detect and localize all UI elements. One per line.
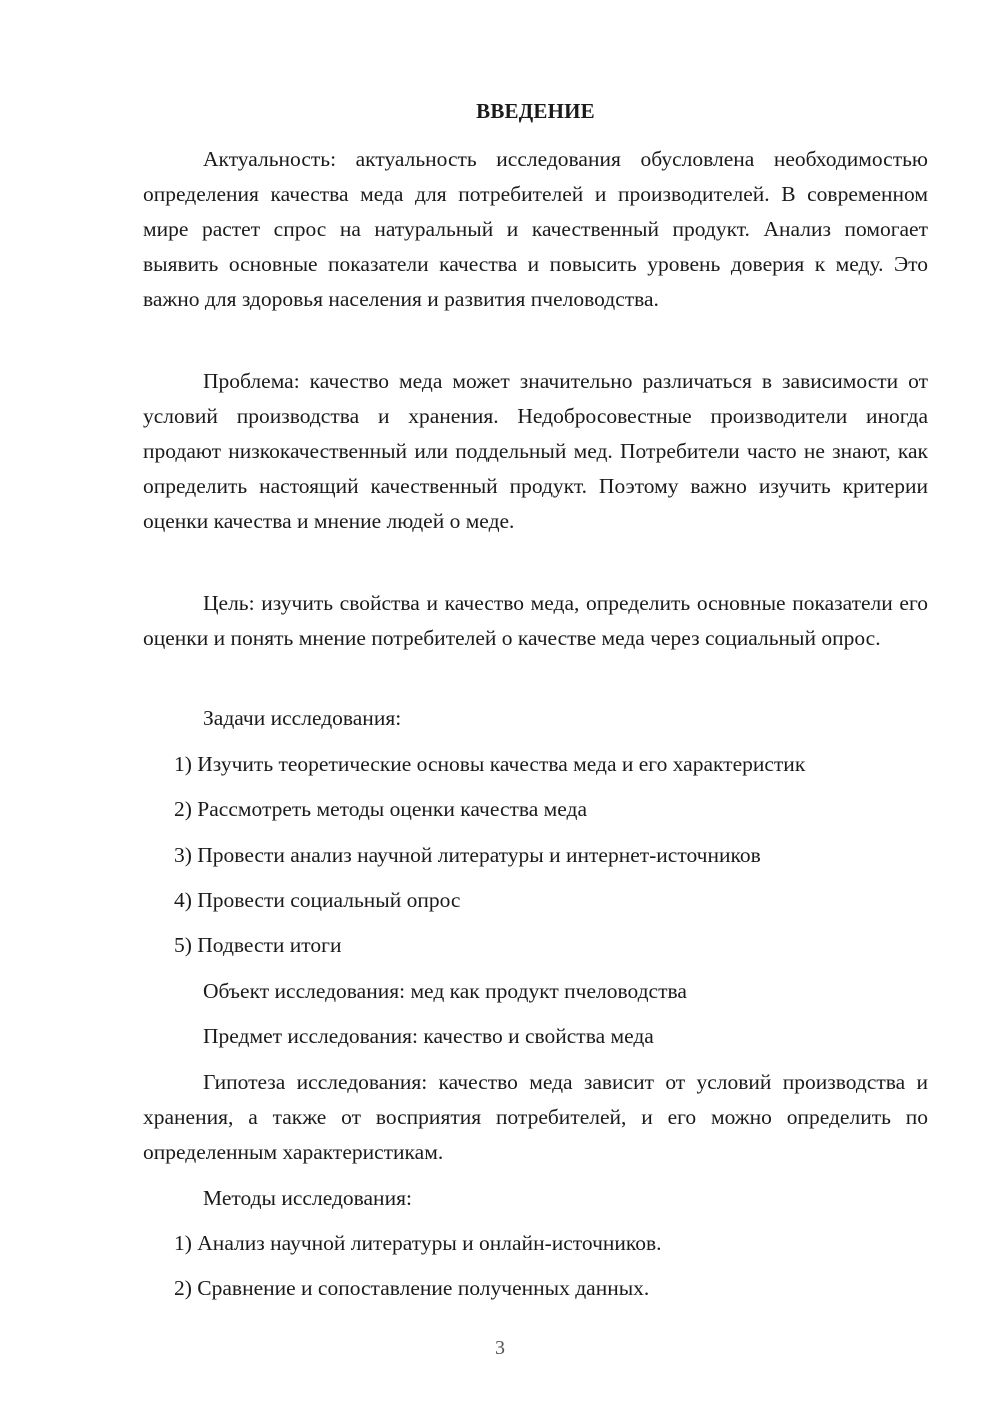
problem-paragraph: Проблема: качество меда может значительно различаться в зависимости от условий производства и хранения. Недобросовестные производители иногда продают низкокачественный или поддельный мед. Потребители часто не знают, как определить настоящий качественный продукт. Поэтому важно изучить критерии оценки качества и мнение людей о меде. bbox=[143, 369, 928, 533]
methods-title: Методы исследования: bbox=[203, 1186, 412, 1210]
list-item: 5) Подвести итоги bbox=[174, 933, 342, 957]
list-item: 1) Анализ научной литературы и онлайн-источников. bbox=[174, 1231, 662, 1255]
list-item: 2) Рассмотреть методы оценки качества меда bbox=[174, 797, 588, 821]
list-item: 4) Провести социальный опрос bbox=[174, 888, 461, 912]
hypothesis-paragraph: Гипотеза исследования: качество меда зависит от условий производства и хранения, а также от восприятия потребителей, и его можно определить по определенным характеристикам. bbox=[143, 1070, 928, 1164]
list-item: 1) Изучить теоретические основы качества меда и его характеристик bbox=[174, 752, 806, 776]
page-title: ВВЕДЕНИЕ bbox=[476, 99, 595, 123]
relevance-paragraph: Актуальность: актуальность исследования обусловлена необходимостью определения качества меда для потребителей и производителей. В современном мире растет спрос на натуральный и качественный продукт. Анализ помогает выявить основные показатели качества и повысить уровень доверия к меду. Это важно для здоровья населения и развития пчеловодства. bbox=[143, 147, 928, 311]
goal-paragraph: Цель: изучить свойства и качество меда, определить основные показатели его оценки и понять мнение потребителей о качестве меда через социальный опрос. bbox=[143, 591, 928, 650]
list-item: 3) Провести анализ научной литературы и интернет-источников bbox=[174, 843, 761, 867]
subject-line: Предмет исследования: качество и свойства меда bbox=[203, 1024, 654, 1048]
object-line: Объект исследования: мед как продукт пчеловодства bbox=[203, 979, 687, 1003]
page-number: 3 bbox=[495, 1337, 505, 1359]
list-item: 2) Сравнение и сопоставление полученных данных. bbox=[174, 1276, 650, 1300]
document-page bbox=[143, 0, 928, 1414]
tasks-title: Задачи исследования: bbox=[203, 706, 402, 730]
